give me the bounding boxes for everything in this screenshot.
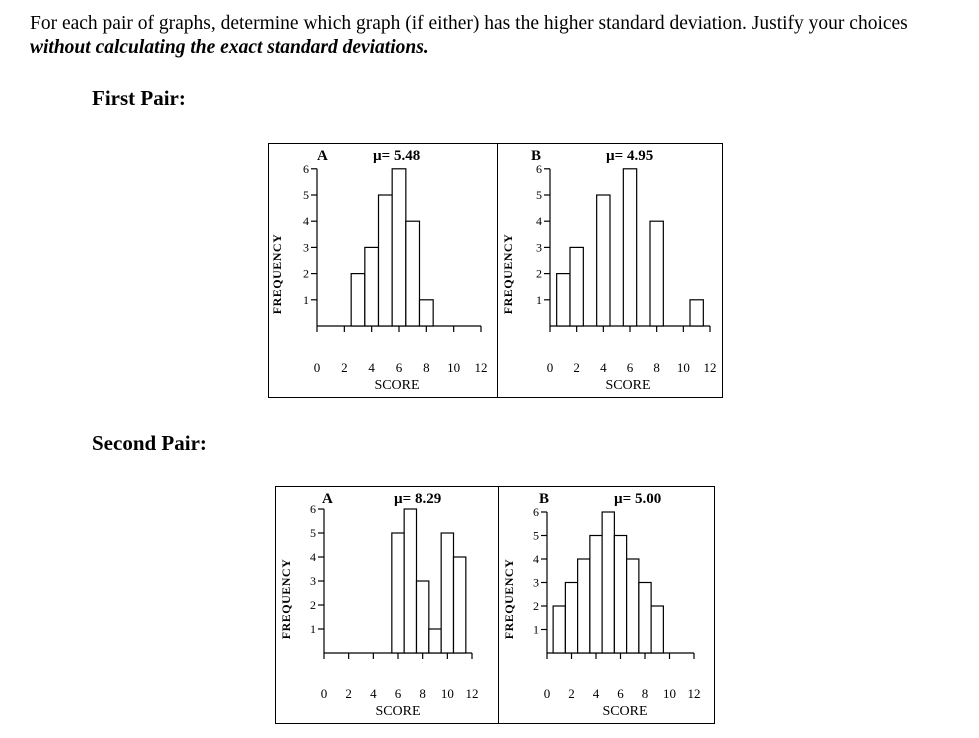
histogram-bar: [392, 169, 406, 326]
y-tick-label: 5: [533, 528, 539, 543]
histogram-bar: [557, 274, 570, 326]
histogram-bar: [651, 606, 663, 653]
histogram-bar: [404, 509, 416, 653]
y-axis-label: FREQUENCY: [502, 558, 516, 640]
second-pair-panel: [275, 486, 715, 724]
x-tick-label: 6: [617, 686, 624, 701]
y-tick-label: 6: [310, 502, 316, 516]
y-tick-label: 4: [310, 550, 316, 564]
y-tick-label: 6: [536, 161, 542, 176]
x-tick-label: 4: [600, 360, 607, 375]
histogram-bar: [639, 583, 651, 654]
y-tick-label: 4: [536, 214, 542, 229]
x-tick-label: 12: [465, 686, 479, 701]
y-tick-label: 2: [536, 266, 542, 281]
first-pair-panel: [268, 143, 723, 398]
y-tick-label: 5: [310, 526, 316, 540]
chart-title: B: [531, 148, 542, 164]
instructions-line1: For each pair of graphs, determine which graph (if either) has the higher standard deviation. Justify your choices: [30, 13, 908, 34]
x-tick-label: 4: [592, 686, 600, 701]
histogram-bar: [441, 533, 453, 653]
second-pair-label: Second Pair:: [92, 431, 207, 455]
instructions-line2: without calculating the exact standard deviations.: [30, 37, 429, 58]
x-axis-label: SCORE: [605, 378, 651, 393]
histogram-bar: [351, 274, 365, 326]
histogram-bar: [690, 300, 703, 326]
histogram-bar: [578, 559, 590, 653]
histogram-bar: [379, 195, 393, 326]
x-tick-label: 8: [423, 360, 430, 375]
histogram-bar: [365, 247, 379, 326]
histogram-bar: [627, 559, 639, 653]
y-tick-label: 3: [536, 240, 542, 255]
instructions: [30, 12, 970, 60]
y-tick-label: 3: [310, 574, 316, 588]
histogram-bar: [570, 247, 583, 326]
second-pair-chart-b: [499, 487, 714, 722]
chart-title: A: [317, 148, 328, 164]
x-tick-label: 4: [370, 686, 377, 701]
x-tick-label: 8: [641, 686, 649, 701]
y-axis-label: FREQUENCY: [279, 558, 293, 640]
y-axis-label: FREQUENCY: [501, 233, 515, 315]
y-tick-label: 3: [303, 240, 309, 255]
y-tick-label: 4: [533, 552, 539, 566]
x-tick-label: 2: [568, 686, 575, 701]
y-tick-label: 3: [533, 575, 539, 590]
histogram-bar: [614, 536, 626, 654]
x-tick-label: 2: [341, 360, 348, 375]
histogram-bar: [417, 581, 429, 653]
y-tick-label: 1: [303, 292, 309, 307]
y-tick-label: 1: [310, 622, 316, 636]
y-tick-label: 6: [533, 505, 539, 519]
x-tick-label: 0: [543, 686, 551, 701]
histogram-bar: [429, 629, 441, 653]
x-tick-label: 6: [626, 360, 634, 375]
x-tick-label: 6: [395, 360, 403, 375]
histogram-bar: [392, 533, 404, 653]
x-tick-label: 6: [394, 686, 402, 701]
y-tick-label: 2: [310, 598, 316, 612]
histogram-bar: [590, 536, 602, 654]
histogram-bar: [565, 583, 577, 654]
x-tick-label: 10: [663, 686, 676, 701]
y-tick-label: 1: [533, 622, 539, 637]
x-tick-label: 12: [703, 360, 717, 375]
x-tick-label: 10: [676, 360, 690, 375]
x-tick-label: 0: [546, 360, 554, 375]
y-tick-label: 5: [536, 188, 542, 202]
first-pair-chart-a: [269, 144, 497, 396]
y-tick-label: 4: [303, 214, 309, 229]
histogram-bar: [602, 512, 614, 653]
x-tick-label: 0: [320, 686, 328, 701]
mean-label: µ= 5.00: [614, 491, 662, 507]
histogram-bar: [553, 606, 565, 653]
x-axis-label: SCORE: [375, 704, 421, 719]
x-tick-label: 4: [368, 360, 375, 375]
x-tick-label: 10: [440, 686, 454, 701]
mean-label: µ= 4.95: [606, 148, 654, 164]
x-tick-label: 0: [313, 360, 321, 375]
first-pair-label: First Pair:: [92, 86, 186, 110]
x-axis-label: SCORE: [602, 704, 648, 719]
mean-label: µ= 8.29: [394, 491, 442, 507]
x-tick-label: 2: [573, 360, 580, 375]
histogram-bar: [406, 221, 420, 326]
histogram-bar: [623, 169, 636, 326]
x-tick-label: 12: [687, 686, 701, 701]
y-tick-label: 5: [303, 188, 309, 202]
x-tick-label: 8: [653, 360, 660, 375]
histogram-bar: [597, 195, 610, 326]
y-tick-label: 1: [536, 292, 542, 307]
histogram-bar: [454, 557, 466, 653]
x-axis-label: SCORE: [374, 378, 420, 393]
first-pair-chart-b: [498, 144, 723, 396]
chart-title: A: [322, 491, 333, 507]
y-tick-label: 2: [303, 266, 309, 281]
y-tick-label: 6: [303, 161, 309, 176]
x-tick-label: 8: [419, 686, 426, 701]
second-pair-chart-a: [276, 487, 498, 722]
histogram-bar: [650, 221, 663, 326]
chart-title: B: [539, 491, 550, 507]
histogram-bar: [420, 300, 434, 326]
mean-label: µ= 5.48: [373, 148, 421, 164]
x-tick-label: 2: [345, 686, 352, 701]
y-axis-label: FREQUENCY: [270, 233, 284, 315]
y-tick-label: 2: [533, 599, 539, 613]
x-tick-label: 10: [447, 360, 461, 375]
x-tick-label: 12: [474, 360, 488, 375]
